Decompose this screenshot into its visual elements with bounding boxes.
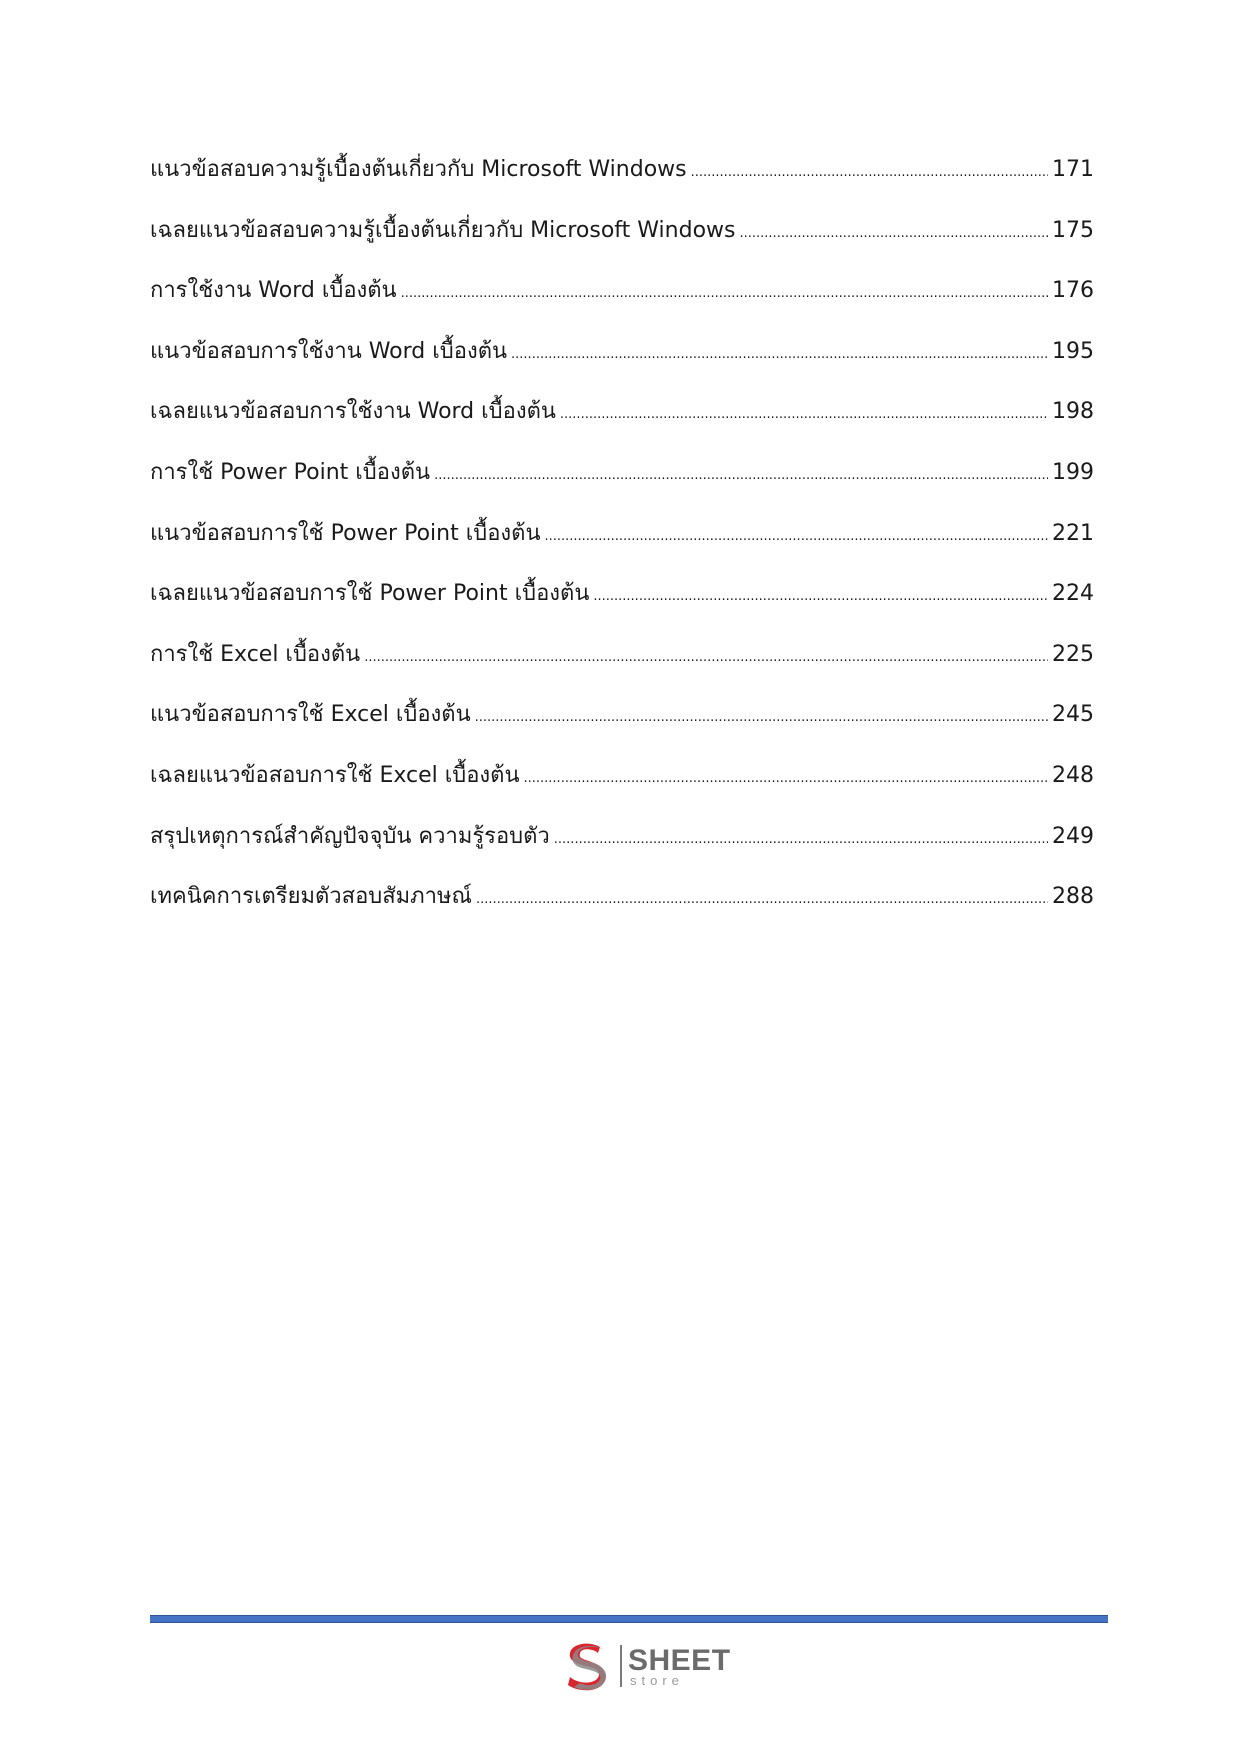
toc-entry[interactable] bbox=[150, 455, 1094, 516]
toc-entry-title: แนวข้อสอบการใช้งาน Word เบื้องต้น bbox=[150, 338, 508, 364]
toc-entry[interactable] bbox=[150, 819, 1094, 880]
toc-entry-page: 175 bbox=[1052, 217, 1094, 243]
toc-entry-title: สรุปเหตุการณ์สำคัญปัจจุบัน ความรู้รอบตัว bbox=[150, 823, 550, 849]
toc-entry-title: การใช้ Power Point เบื้องต้น bbox=[150, 459, 431, 485]
toc-leader bbox=[593, 579, 1048, 615]
toc-entry-title: เฉลยแนวข้อสอบการใช้ Power Point เบื้องต้น bbox=[150, 581, 590, 607]
toc-entry[interactable] bbox=[150, 213, 1094, 274]
toc-entry-page: 288 bbox=[1052, 884, 1094, 910]
toc-entry[interactable] bbox=[150, 394, 1094, 455]
toc-entry[interactable] bbox=[150, 576, 1094, 637]
toc-entry-title: แนวข้อสอบการใช้ Excel เบื้องต้น bbox=[150, 702, 471, 728]
toc-leader bbox=[740, 216, 1049, 252]
toc-entry-title: เฉลยแนวข้อสอบการใช้งาน Word เบื้องต้น bbox=[150, 399, 556, 425]
toc-entry-page: 198 bbox=[1052, 399, 1094, 425]
sheet-store-logo-mark-icon bbox=[560, 1639, 616, 1693]
toc-entry-page: 225 bbox=[1052, 641, 1094, 667]
toc-entry[interactable] bbox=[150, 334, 1094, 395]
logo-subtitle: store bbox=[630, 1672, 684, 1688]
toc-entry[interactable] bbox=[150, 516, 1094, 577]
toc-entry-title: เทคนิคการเตรียมตัวสอบสัมภาษณ์ bbox=[150, 884, 472, 910]
sheet-store-logo bbox=[560, 1636, 731, 1696]
toc-entry-page: 224 bbox=[1052, 581, 1094, 607]
toc-entry-page: 249 bbox=[1052, 823, 1094, 849]
toc-leader bbox=[560, 397, 1048, 433]
toc-leader bbox=[691, 155, 1048, 191]
footer-divider bbox=[150, 1615, 1108, 1623]
toc-leader bbox=[476, 882, 1048, 918]
toc-entry-title: แนวข้อสอบการใช้ Power Point เบื้องต้น bbox=[150, 520, 541, 546]
logo-divider bbox=[620, 1645, 622, 1687]
toc-entry-title: การใช้งาน Word เบื้องต้น bbox=[150, 278, 397, 304]
toc-entry[interactable] bbox=[150, 637, 1094, 698]
toc-leader bbox=[434, 458, 1048, 494]
toc-entry-title: การใช้ Excel เบื้องต้น bbox=[150, 641, 361, 667]
toc-entry-page: 195 bbox=[1052, 338, 1094, 364]
toc-leader bbox=[401, 276, 1048, 312]
toc-entry[interactable] bbox=[150, 879, 1094, 940]
toc-entry-page: 171 bbox=[1052, 157, 1094, 182]
toc-entry-page: 245 bbox=[1052, 702, 1094, 728]
toc-entry[interactable] bbox=[150, 152, 1094, 213]
toc-entry[interactable] bbox=[150, 697, 1094, 758]
toc-entry-page: 176 bbox=[1052, 278, 1094, 304]
logo-text bbox=[628, 1643, 731, 1688]
toc-leader bbox=[475, 700, 1048, 736]
toc-leader bbox=[544, 519, 1048, 555]
toc-entry-page: 221 bbox=[1052, 520, 1094, 546]
toc-leader bbox=[524, 761, 1049, 797]
toc-leader bbox=[364, 640, 1048, 676]
toc-entry-page: 199 bbox=[1052, 459, 1094, 485]
logo-name: SHEET bbox=[628, 1643, 731, 1677]
toc-entry-page: 248 bbox=[1052, 762, 1094, 788]
toc-entry-title: เฉลยแนวข้อสอบความรู้เบื้องต้นเกี่ยวกับ Microsoft Windows bbox=[150, 217, 736, 243]
toc-entry-title: เฉลยแนวข้อสอบการใช้ Excel เบื้องต้น bbox=[150, 762, 520, 788]
toc-entry-title: แนวข้อสอบความรู้เบื้องต้นเกี่ยวกับ Microsoft Windows bbox=[150, 157, 687, 182]
toc-entry[interactable] bbox=[150, 758, 1094, 819]
toc-leader bbox=[511, 337, 1048, 373]
toc-entry[interactable] bbox=[150, 273, 1094, 334]
table-of-contents bbox=[150, 152, 1094, 940]
toc-leader bbox=[554, 822, 1048, 858]
